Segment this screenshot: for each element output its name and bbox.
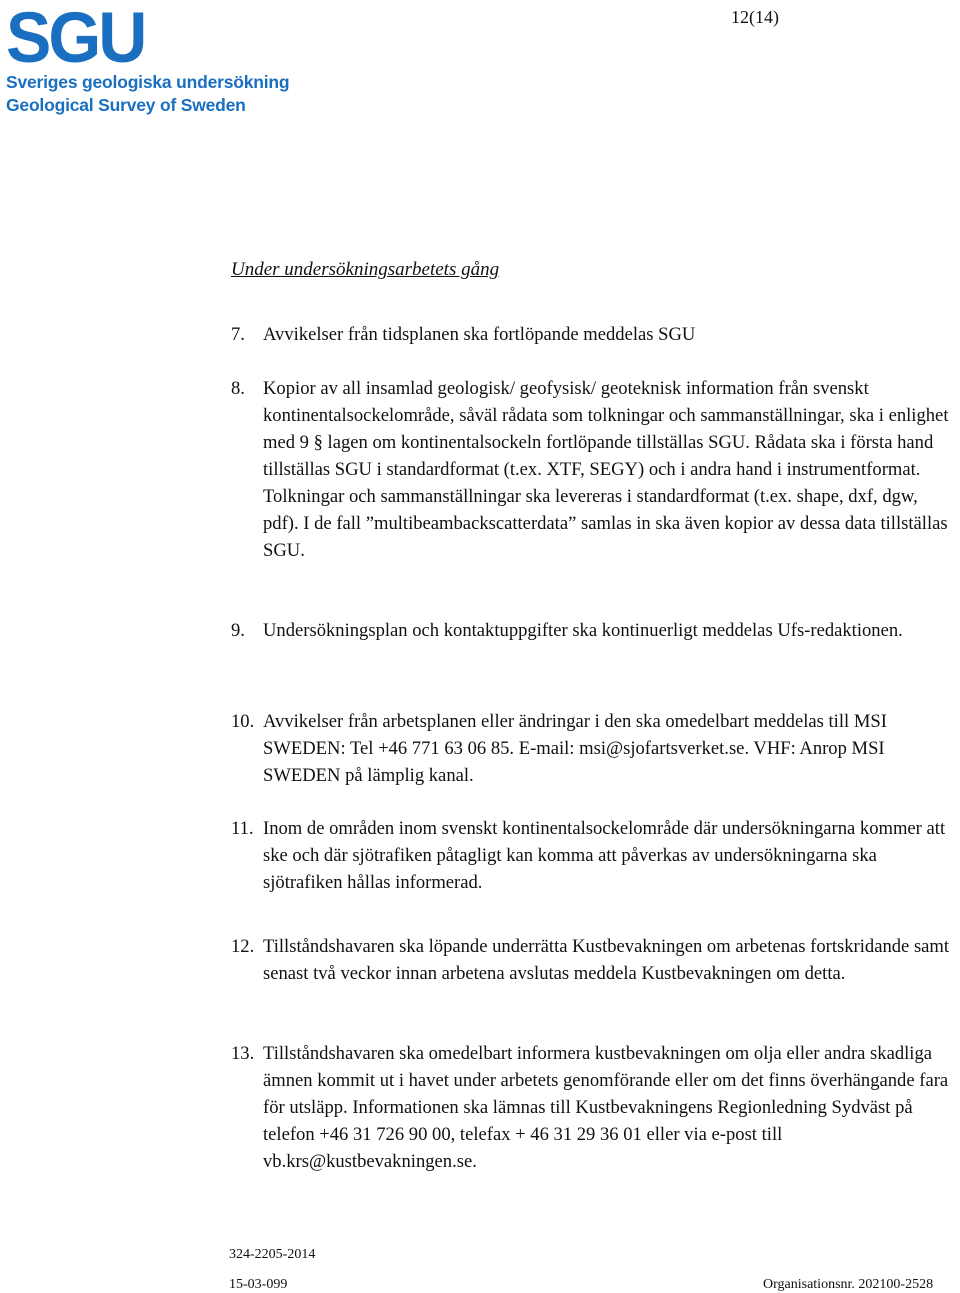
- page-number: 12(14): [731, 7, 779, 27]
- list-item-text: Avvikelser från tidsplanen ska fortlöpande meddelas SGU: [263, 324, 696, 345]
- list-item-text: Undersökningsplan och kontaktuppgifter ska kontinuerligt meddelas Ufs-redaktionen.: [263, 620, 903, 641]
- logo-line-english: Geological Survey of Sweden: [6, 95, 246, 115]
- list-item-number: 10.: [231, 711, 255, 732]
- list-item: [231, 815, 957, 896]
- list-item: [231, 708, 957, 789]
- list-item-number: 7.: [231, 324, 245, 345]
- list-item: [231, 375, 957, 564]
- footer-reference: 324-2205-2014: [229, 1247, 316, 1262]
- list-item: [231, 617, 957, 644]
- list-item-text: Inom de områden inom svenskt kontinentalsockelområde där undersökningarna kommer att ske och där sjötrafiken påtagligt kan komma att påverkas av undersökningarna ska sjötrafiken hållas informerad.: [263, 818, 946, 893]
- list-item-number: 9.: [231, 620, 245, 641]
- list-item-number: 11.: [231, 818, 254, 839]
- list-item-text: Kopior av all insamlad geologisk/ geofysisk/ geoteknisk information från svenskt kontinentalsockelområde, såväl rådata som tolkningar och sammanställningar, ska i enlighet med 9 § lagen om kontinentalsockeln fortlöpande tillställas SGU. Rådata ska i första hand tillställas SGU i standardformat (t.ex. XTF, SEGY) och i andra hand i instrumentformat. Tolkningar och sammanställningar ska levereras i standardformat (t.ex. shape, dxf, dgw, pdf). I de fall ”multibeambackscatterdata” samlas in ska även kopior av dessa data tillställas SGU.: [263, 378, 949, 561]
- section-heading: Under undersökningsarbetets gång: [231, 259, 500, 280]
- logo-mark: SGU: [6, 0, 145, 78]
- list-item: [231, 933, 957, 987]
- list-item-number: 12.: [231, 936, 255, 957]
- list-item-number: 8.: [231, 378, 245, 399]
- list-item: [231, 321, 957, 348]
- footer-doc-code: 15-03-099: [229, 1277, 288, 1292]
- sgu-logo: [6, 0, 290, 117]
- footer-org-number: Organisationsnr. 202100-2528: [763, 1277, 934, 1292]
- list-item-text: Tillståndshavaren ska omedelbart informera kustbevakningen om olja eller andra skadliga ämnen kommit ut i havet under arbetets genomförande eller om det finns överhängande fara för utsläpp. Informationen ska lämnas till Kustbevakningens Regionledning Sydväst på telefon +46 31 726 90 00, telefax + 46 31 29 36 01 eller via e-post till vb.krs@kustbevakningen.se.: [263, 1043, 949, 1172]
- logo-line-swedish: Sveriges geologiska undersökning: [6, 72, 290, 92]
- list-item: [231, 1040, 957, 1175]
- list-item-text: Avvikelser från arbetsplanen eller ändringar i den ska omedelbart meddelas till MSI SWEDEN: Tel +46 771 63 06 85. E-mail: msi@sjofartsverket.se. VHF: Anrop MSI SWEDEN på lämplig kanal.: [263, 711, 887, 786]
- list-item-number: 13.: [231, 1043, 255, 1064]
- list-item-text: Tillståndshavaren ska löpande underrätta Kustbevakningen om arbetenas fortskridande samt senast två veckor innan arbetena avslutas meddela Kustbevakningen om detta.: [263, 936, 950, 984]
